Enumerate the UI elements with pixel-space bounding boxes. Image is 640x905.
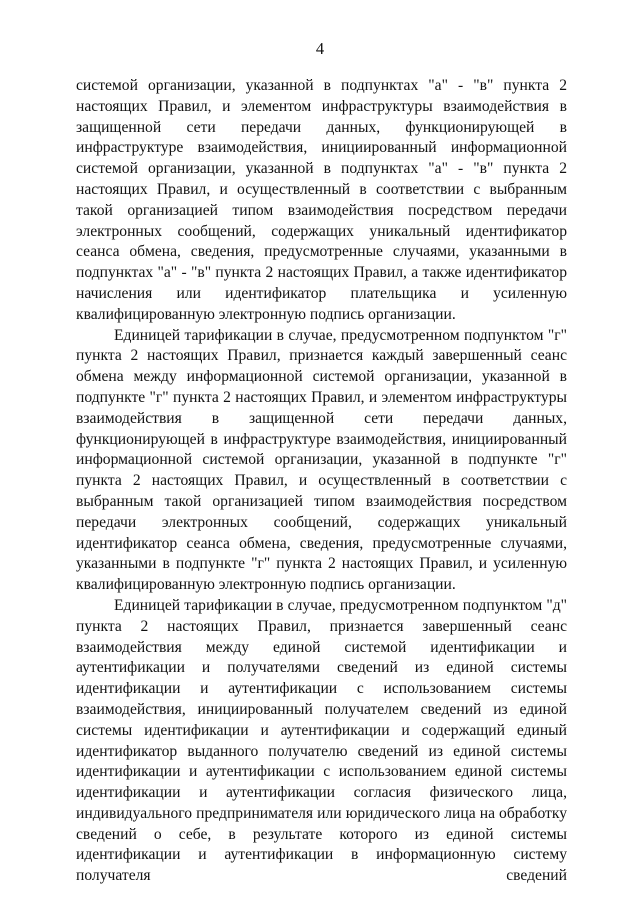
paragraph-continuation: системой организации, указанной в подпунктах "а" - "в" пункта 2 настоящих Правил, и элементом инфраструктуры взаимодействия в защищенной сети передачи данных, функционирующей в инфраструктуре взаимодействия, инициированный информационной системой организации, указанной в подпунктах "а" - "в" пункта 2 настоящих Правил, и осуществленный в соответствии с выбранным такой организацией типом взаимодействия посредством передачи электронных сообщений, содержащих уникальный идентификатор сеанса обмена, сведения, предусмотренные случаями, указанными в подпунктах "а" - "в" пункта 2 настоящих Правил, а также идентификатор начисления или идентификатор плательщика и усиленную квалифицированную электронную подпись организации. [76,77,567,323]
page-number: 4 [315,39,325,58]
paragraph-tariff-unit-g: Единицей тарификации в случае, предусмотренном подпунктом "г" пункта 2 настоящих Правил, признается каждый завершенный сеанс обмена между информационной системой организации, указанной в подпункте "г" пункта 2 настоящих Правил, и элементом инфраструктуры взаимодействия в защищенной сети передачи данных, функционирующей в инфраструктуре взаимодействия, инициированный информационной системой организации, указанной в подпункте "г" пункта 2 настоящих Правил, и осуществленный в соответствии с выбранным такой организацией типом взаимодействия посредством передачи электронных сообщений, содержащих уникальный идентификатор сеанса обмена, сведения, предусмотренные случаями, указанными в подпункте "г" пункта 2 настоящих Правил, и усиленную квалифицированную электронную подпись организации. [76,326,567,594]
paragraph-tariff-unit-d: Единицей тарификации в случае, предусмотренном подпунктом "д" пункта 2 настоящих Правил, признается завершенный сеанс взаимодействия между единой системой идентификации и аутентификации и получателями сведений из единой системы идентификации и аутентификации с использованием системы взаимодействия, инициированный получателем сведений из единой системы идентификации и аутентификации и содержащий единый идентификатор выданного получателю сведений из единой системы идентификации и аутентификации с использованием единой системы идентификации и аутентификации согласия физического лица, индивидуального предпринимателя или юридического лица на обработку сведений о себе, в результате которого из единой системы идентификации и аутентификации в информационную систему получателя сведений [76,596,567,885]
document-body [76,76,567,887]
